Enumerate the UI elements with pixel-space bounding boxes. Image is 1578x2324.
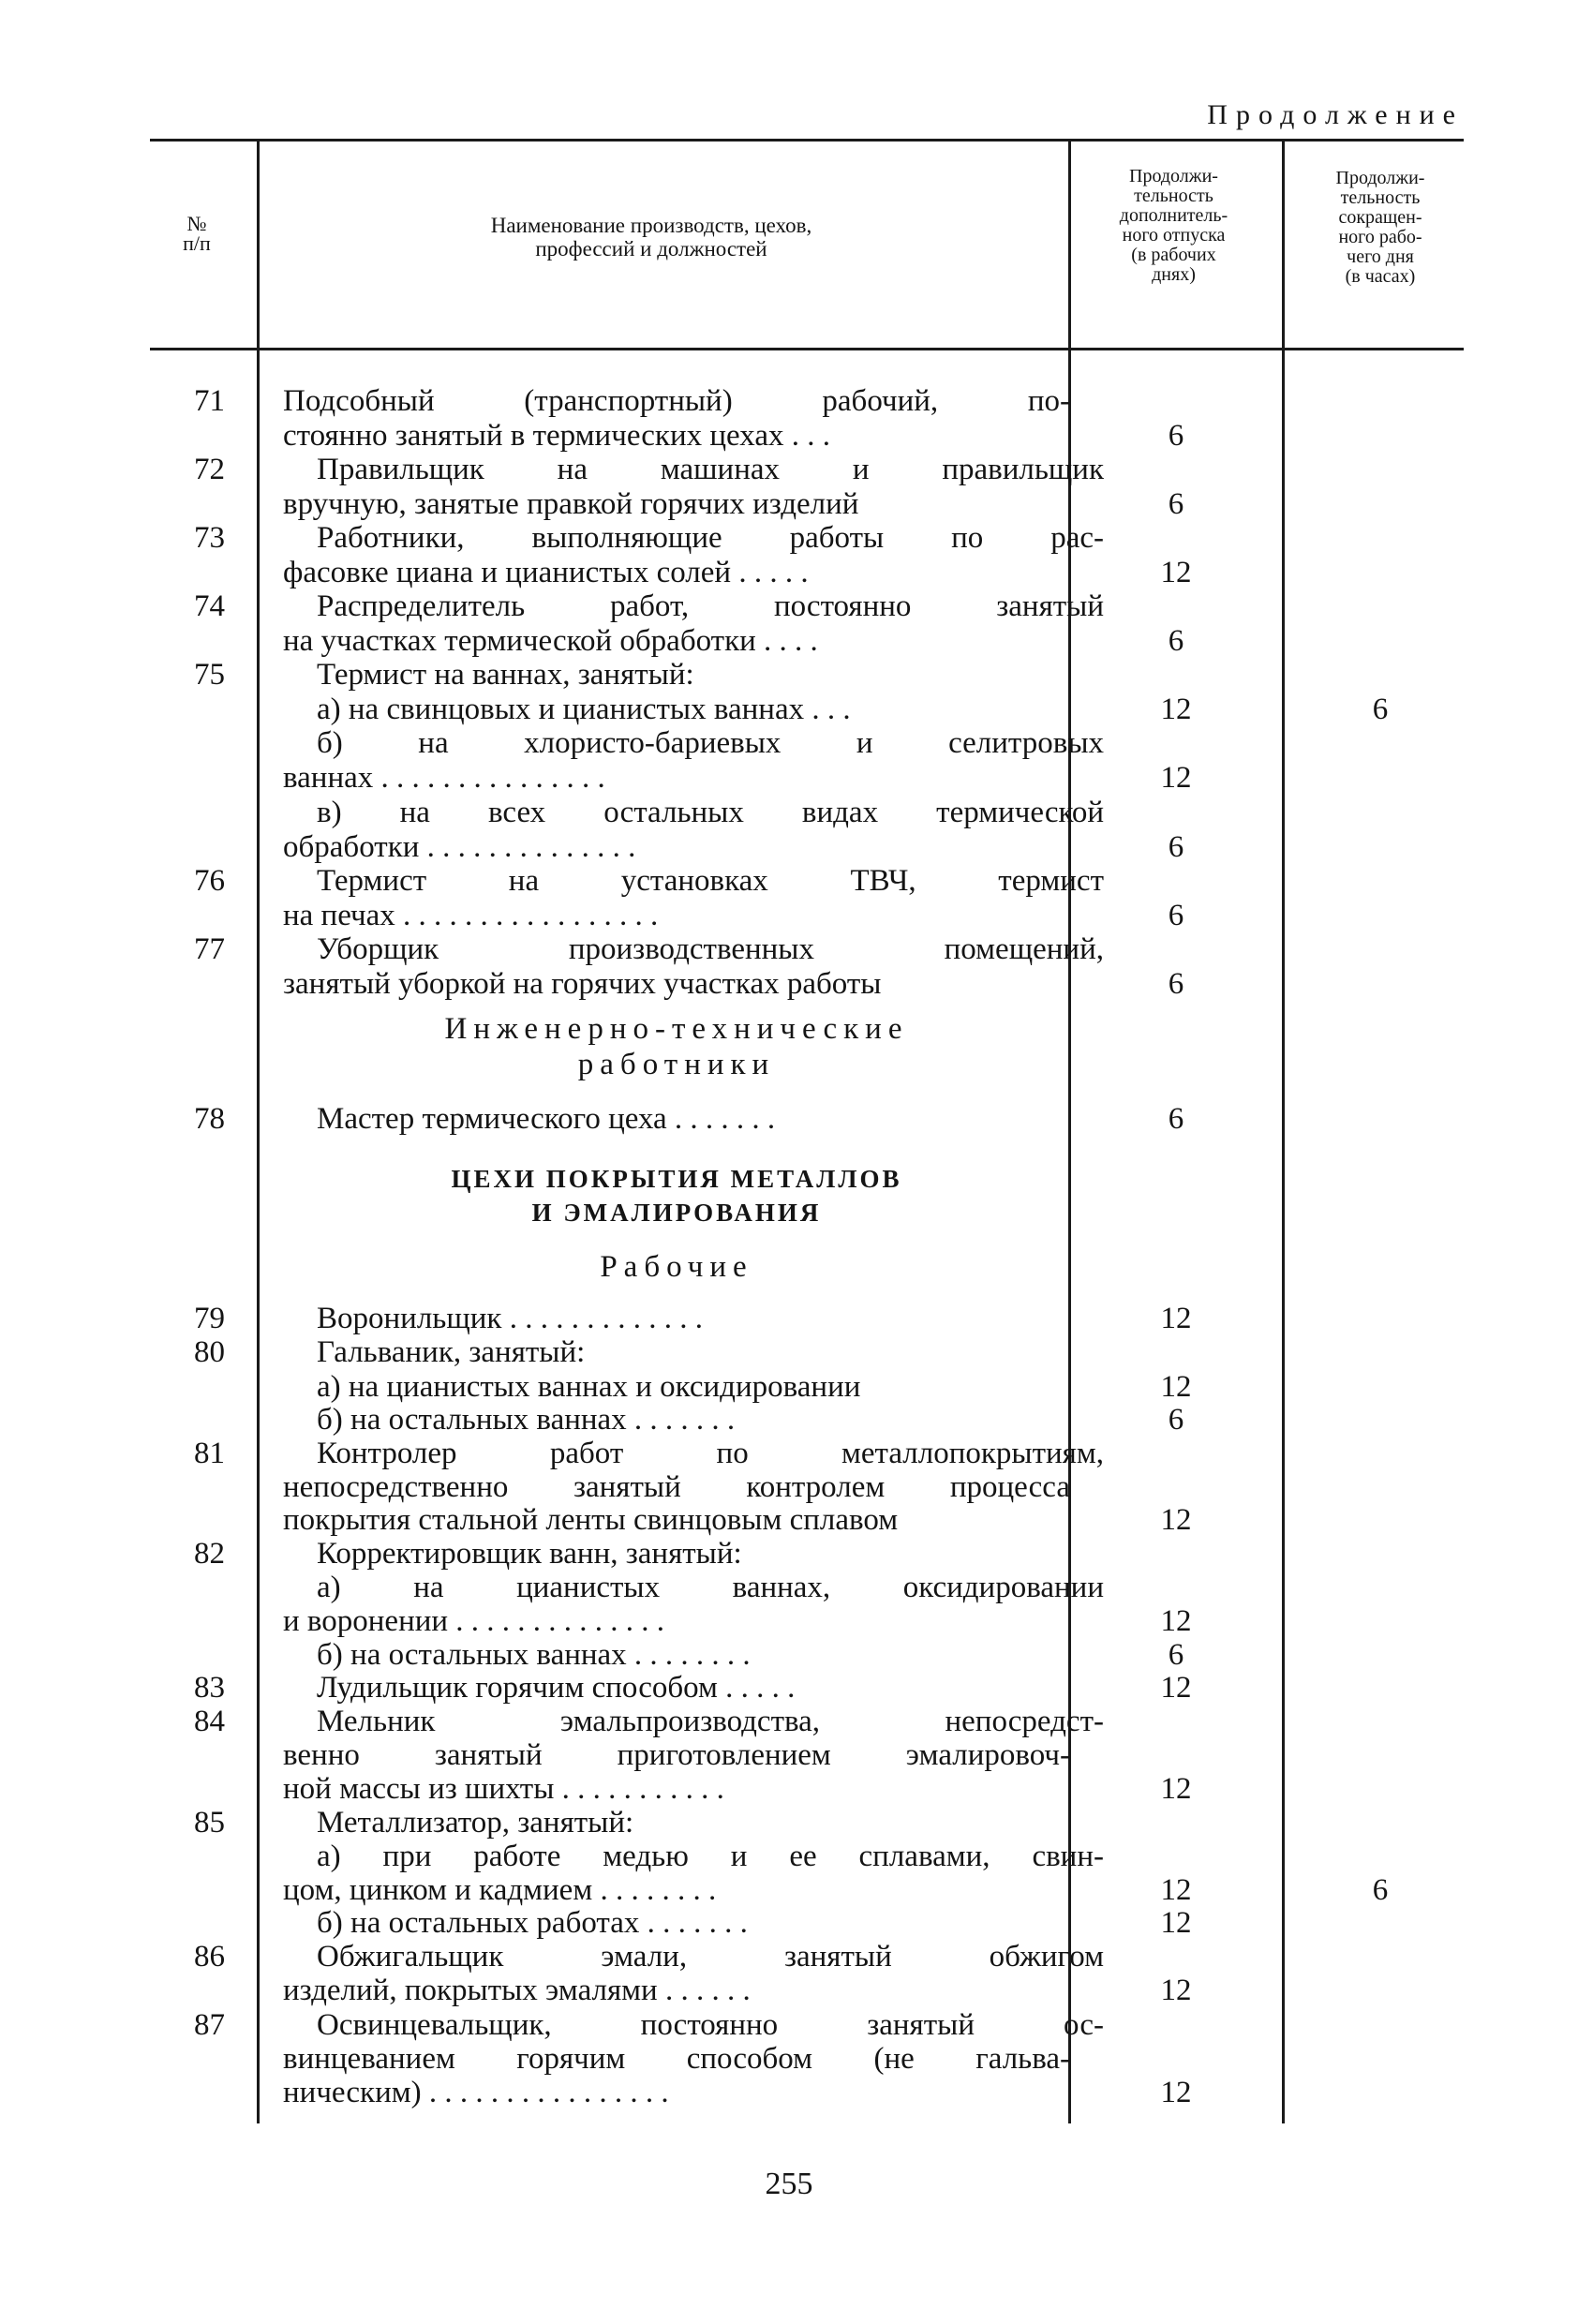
row-text: Уборщик производственных помещений, bbox=[317, 932, 1104, 966]
extra-leave-value: 6 bbox=[1168, 1638, 1184, 1672]
header-name: Наименование производств, цехов, профессий и должностей bbox=[490, 214, 812, 261]
row-text: винцеванием горячим способом (не гальва- bbox=[283, 2042, 1070, 2076]
table-row bbox=[0, 726, 1578, 761]
table-row bbox=[0, 1302, 1578, 1336]
table-row bbox=[0, 2042, 1578, 2077]
extra-leave-value: 6 bbox=[1168, 624, 1184, 658]
table-row bbox=[0, 589, 1578, 624]
row-number: 78 bbox=[194, 1102, 225, 1136]
row-number: 77 bbox=[194, 932, 225, 966]
table-row bbox=[0, 1403, 1578, 1438]
table-row bbox=[0, 693, 1578, 727]
row-text: б) на остальных ваннах . . . . . . . bbox=[317, 1403, 736, 1437]
table-header-rule bbox=[150, 348, 1464, 350]
row-number: 79 bbox=[194, 1302, 225, 1335]
row-number: 81 bbox=[194, 1437, 225, 1470]
row-text: Освинцевальщик, постоянно занятый ос- bbox=[317, 2008, 1104, 2042]
section-shops-line2: И ЭМАЛИРОВАНИЯ bbox=[531, 1199, 822, 1227]
table-row bbox=[0, 1437, 1578, 1471]
extra-leave-value: 6 bbox=[1168, 487, 1184, 521]
row-number: 84 bbox=[194, 1705, 225, 1738]
extra-leave-value: 12 bbox=[1160, 1772, 1192, 1806]
row-text: Обжигальщик эмали, занятый обжигом bbox=[317, 1940, 1104, 1974]
table-row bbox=[0, 1638, 1578, 1673]
extra-leave-value: 12 bbox=[1160, 1302, 1192, 1335]
row-text: цом, цинком и кадмием . . . . . . . . bbox=[283, 1873, 717, 1907]
row-text: а) на свинцовых и цианистых ваннах . . . bbox=[317, 693, 851, 726]
row-text: ническим) . . . . . . . . . . . . . . . . bbox=[283, 2076, 669, 2109]
table-row bbox=[0, 1571, 1578, 1605]
row-text: ваннах . . . . . . . . . . . . . . . bbox=[283, 761, 605, 795]
table-row bbox=[0, 521, 1578, 556]
extra-leave-value: 12 bbox=[1160, 1873, 1192, 1907]
row-text: Мастер термического цеха . . . . . . . bbox=[317, 1102, 776, 1136]
row-number: 74 bbox=[194, 589, 225, 623]
row-number: 87 bbox=[194, 2008, 225, 2042]
row-text: Правильщик на машинах и правильщик bbox=[317, 453, 1104, 486]
extra-leave-value: 6 bbox=[1168, 1102, 1184, 1136]
row-text: вручную, занятые правкой горячих изделий bbox=[283, 487, 859, 521]
row-text: Воронильщик . . . . . . . . . . . . . bbox=[317, 1302, 703, 1335]
table-row bbox=[0, 1671, 1578, 1706]
row-number: 73 bbox=[194, 521, 225, 555]
header-number: № п/п bbox=[183, 212, 211, 255]
table-row bbox=[0, 1738, 1578, 1773]
table-row bbox=[0, 453, 1578, 487]
row-text: стоянно занятый в термических цехах . . . bbox=[283, 419, 830, 453]
extra-leave-value: 12 bbox=[1160, 1671, 1192, 1705]
page-number: 255 bbox=[765, 2167, 813, 2201]
short-day-value: 6 bbox=[1372, 1873, 1389, 1907]
row-number: 75 bbox=[194, 658, 225, 692]
extra-leave-value: 12 bbox=[1160, 1503, 1192, 1537]
row-text: Мельник эмальпроизводства, непосредст- bbox=[317, 1705, 1104, 1738]
header-extra-leave: Продолжи- тельность дополнитель- ного отпуска (в рабочих днях) bbox=[1119, 166, 1228, 285]
row-text: покрытия стальной ленты свинцовым сплавом bbox=[283, 1503, 899, 1537]
row-text: непосредственно занятый контролем процесса bbox=[283, 1470, 1070, 1504]
table-row bbox=[0, 1335, 1578, 1370]
row-text: в) на всех остальных видах термической bbox=[317, 796, 1104, 829]
row-text: б) на остальных ваннах . . . . . . . . bbox=[317, 1638, 751, 1672]
row-text: Контролер работ по металлопокрытиям, bbox=[317, 1437, 1104, 1470]
short-day-value: 6 bbox=[1372, 693, 1389, 726]
row-text: б) на хлористо-бариевых и селитровых bbox=[317, 726, 1104, 760]
table-row bbox=[0, 796, 1578, 830]
table-row bbox=[0, 864, 1578, 899]
row-text: фасовке циана и цианистых солей . . . . . bbox=[283, 556, 809, 589]
table-row bbox=[0, 624, 1578, 659]
table-row bbox=[0, 1873, 1578, 1908]
table-row bbox=[0, 932, 1578, 967]
row-text: Лудильщик горячим способом . . . . . bbox=[317, 1671, 796, 1705]
row-text: изделий, покрытых эмалями . . . . . . bbox=[283, 1974, 751, 2007]
extra-leave-value: 6 bbox=[1168, 1403, 1184, 1437]
row-text: Подсобный (транспортный) рабочий, по- bbox=[283, 384, 1070, 418]
table-row bbox=[0, 1537, 1578, 1572]
table-row bbox=[0, 556, 1578, 590]
table-row bbox=[0, 419, 1578, 454]
table-row bbox=[0, 1604, 1578, 1639]
row-text: и воронении . . . . . . . . . . . . . . bbox=[283, 1604, 665, 1638]
table-row bbox=[0, 1470, 1578, 1505]
row-text: венно занятый приготовлением эмалировоч- bbox=[283, 1738, 1070, 1772]
row-number: 82 bbox=[194, 1537, 225, 1571]
row-text: Термист на установках ТВЧ, термист bbox=[317, 864, 1104, 898]
row-text: ной массы из шихты . . . . . . . . . . . bbox=[283, 1772, 724, 1806]
row-number: 76 bbox=[194, 864, 225, 898]
extra-leave-value: 12 bbox=[1160, 1604, 1192, 1638]
table-row bbox=[0, 1705, 1578, 1739]
row-text: на печах . . . . . . . . . . . . . . . . . bbox=[283, 899, 659, 932]
row-number: 83 bbox=[194, 1671, 225, 1705]
table-top-rule bbox=[150, 139, 1464, 142]
extra-leave-value: 12 bbox=[1160, 2076, 1192, 2109]
section-itr-line2: работники bbox=[577, 1048, 776, 1081]
row-text: Работники, выполняющие работы по рас- bbox=[317, 521, 1104, 555]
table-row bbox=[0, 761, 1578, 796]
table-row bbox=[0, 2076, 1578, 2110]
continuation-label: Продолжение bbox=[1207, 99, 1464, 130]
table-row bbox=[0, 1974, 1578, 2008]
row-text: а) на цианистых ваннах и оксидировании bbox=[317, 1370, 861, 1404]
extra-leave-value: 6 bbox=[1168, 830, 1184, 864]
row-text: на участках термической обработки . . . . bbox=[283, 624, 818, 658]
table-row bbox=[0, 1772, 1578, 1807]
table-row bbox=[0, 1940, 1578, 1974]
extra-leave-value: 12 bbox=[1160, 693, 1192, 726]
table-row bbox=[0, 2008, 1578, 2043]
table-row bbox=[0, 384, 1578, 419]
table-row bbox=[0, 1102, 1578, 1137]
extra-leave-value: 6 bbox=[1168, 419, 1184, 453]
table-row bbox=[0, 830, 1578, 865]
table-row bbox=[0, 1806, 1578, 1840]
row-number: 80 bbox=[194, 1335, 225, 1369]
row-text: а) при работе медью и ее сплавами, свин- bbox=[317, 1840, 1104, 1873]
extra-leave-value: 12 bbox=[1160, 1974, 1192, 2007]
row-number: 71 bbox=[194, 384, 225, 418]
extra-leave-value: 12 bbox=[1160, 1370, 1192, 1404]
table-row bbox=[0, 967, 1578, 1002]
row-number: 86 bbox=[194, 1940, 225, 1974]
section-itr-line1: Инженерно-технические bbox=[444, 1012, 909, 1046]
extra-leave-value: 12 bbox=[1160, 761, 1192, 795]
row-text: Термист на ваннах, занятый: bbox=[317, 658, 694, 692]
extra-leave-value: 12 bbox=[1160, 556, 1192, 589]
table-row bbox=[0, 1503, 1578, 1538]
row-number: 72 bbox=[194, 453, 225, 486]
row-text: обработки . . . . . . . . . . . . . . bbox=[283, 830, 636, 864]
section-workers: Рабочие bbox=[600, 1250, 753, 1284]
row-number: 85 bbox=[194, 1806, 225, 1840]
section-shops-line1: ЦЕХИ ПОКРЫТИЯ МЕТАЛЛОВ bbox=[451, 1165, 902, 1193]
header-short-day: Продолжи- тельность сокращен- ного рабо- чего дня (в часах) bbox=[1335, 168, 1425, 287]
row-text: Распределитель работ, постоянно занятый bbox=[317, 589, 1104, 623]
row-text: занятый уборкой на горячих участках работы bbox=[283, 967, 882, 1001]
table-row bbox=[0, 1840, 1578, 1874]
extra-leave-value: 6 bbox=[1168, 967, 1184, 1001]
table-row bbox=[0, 1906, 1578, 1941]
table-row bbox=[0, 487, 1578, 522]
table-row bbox=[0, 1370, 1578, 1405]
table-row bbox=[0, 658, 1578, 693]
row-text: Гальваник, занятый: bbox=[317, 1335, 586, 1369]
row-text: б) на остальных работах . . . . . . . bbox=[317, 1906, 748, 1940]
extra-leave-value: 6 bbox=[1168, 899, 1184, 932]
row-text: Металлизатор, занятый: bbox=[317, 1806, 634, 1840]
row-text: Корректировщик ванн, занятый: bbox=[317, 1537, 742, 1571]
row-text: а) на цианистых ваннах, оксидировании bbox=[317, 1571, 1104, 1604]
table-row bbox=[0, 899, 1578, 933]
extra-leave-value: 12 bbox=[1160, 1906, 1192, 1940]
